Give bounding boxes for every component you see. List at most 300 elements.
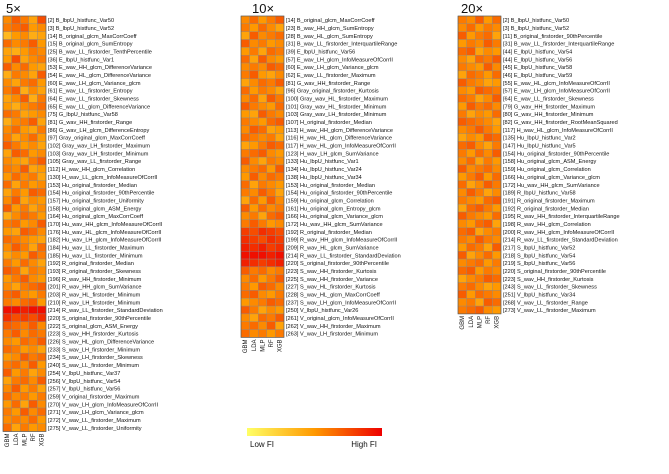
panel-3-cell <box>492 94 501 102</box>
panel-1-cell <box>29 369 38 377</box>
legend-color-bar <box>247 428 382 436</box>
panel-3-cell <box>475 306 484 314</box>
panel-2-cell <box>241 306 250 314</box>
panel-3-cell <box>458 24 467 32</box>
panel-1-cell <box>3 345 12 353</box>
panel-1-cell <box>37 212 46 220</box>
panel-2-cell <box>250 306 259 314</box>
panel-1-cell <box>29 392 38 400</box>
panel-2-cell <box>241 181 250 189</box>
panel-1-cell <box>12 353 21 361</box>
panel-2-feature-label: [159] Hu_original_glcm_Correlation <box>286 198 374 205</box>
panel-3-cell <box>467 71 476 79</box>
panel-1-cell <box>3 212 12 220</box>
panel-1-feature-label: [201] R_wav_HH_glcm_SumVariance <box>48 284 142 291</box>
panel-2-cell <box>250 322 259 330</box>
panel-1-feature-label: [184] Hu_wav_LL_firstorder_Maximum <box>48 245 145 252</box>
panel-1-cell <box>29 220 38 228</box>
panel-1-cell <box>37 337 46 345</box>
panel-3-cell <box>492 71 501 79</box>
panel-1-feature-label: [14] B_original_glcm_MaxCorrCoeff <box>48 33 137 40</box>
panel-3-cell <box>475 32 484 40</box>
panel-1-cell <box>20 322 29 330</box>
panel-1-cell <box>37 94 46 102</box>
panel-2-cell <box>241 47 250 55</box>
panel-1-cell <box>20 290 29 298</box>
panel-2-cell <box>275 126 284 134</box>
panel-3-cell <box>458 165 467 173</box>
panel-1-cell <box>20 157 29 165</box>
panel-3-feature-label: [46] E_lbpU_histfunc_Var59 <box>503 73 573 79</box>
panel-1-cell <box>37 79 46 87</box>
panel-1-cell <box>3 220 12 228</box>
panel-2-cell <box>258 165 267 173</box>
panel-3-cell <box>458 102 467 110</box>
panel-3-cell <box>484 149 493 157</box>
panel-3-cell <box>492 196 501 204</box>
panel-3-cell <box>475 126 484 134</box>
panel-3-cell <box>484 110 493 118</box>
panel-1-cell <box>12 134 21 142</box>
panel-1-cell <box>37 87 46 95</box>
panel-2-cell <box>250 141 259 149</box>
panel-1-cell <box>3 118 12 126</box>
panel-1-feature-label: [97] Gray_original_glcm_MaxCorrCoeff <box>48 135 145 142</box>
panel-2-cell <box>275 134 284 142</box>
panel-1-cell <box>12 63 21 71</box>
panel-2-feature-label: [39] E_lbpU_histfunc_Var56 <box>286 49 356 56</box>
panel-2-cell <box>241 134 250 142</box>
panel-2-cell <box>267 259 276 267</box>
panel-3-cell <box>458 16 467 24</box>
panel-1-cell <box>12 188 21 196</box>
panel-1-cell <box>37 165 46 173</box>
panel-3-cell <box>475 243 484 251</box>
panel-1-cell <box>37 416 46 424</box>
panel-1-cell <box>3 408 12 416</box>
panel-1-cell <box>29 204 38 212</box>
panel-3-cell <box>467 47 476 55</box>
panel-1-feature-label: [226] S_wav_HL_glcm_DifferenceVariance <box>48 339 155 346</box>
panel-1-feature-label: [271] V_wav_LH_glcm_Variance_glcm <box>48 410 144 417</box>
panel-3-cell <box>475 71 484 79</box>
panel-3-cell <box>458 275 467 283</box>
panel-1-cell <box>3 275 12 283</box>
panel-1-cell <box>20 369 29 377</box>
panel-3-cell <box>467 102 476 110</box>
panel-3-cell <box>467 188 476 196</box>
panel-3-cell <box>475 141 484 149</box>
legend-low-label: Low FI <box>250 440 275 449</box>
panel-1-cell <box>29 228 38 236</box>
panel-3-cell <box>475 102 484 110</box>
panel-3-cell <box>492 220 501 228</box>
panel-1-cell <box>3 290 12 298</box>
panel-3-cell <box>458 290 467 298</box>
panel-2-cell <box>275 330 284 338</box>
panel-2-cell <box>267 32 276 40</box>
panel-2-cell <box>275 306 284 314</box>
panel-1-cell <box>20 392 29 400</box>
panel-3-cell <box>458 87 467 95</box>
panel-2-cell <box>250 94 259 102</box>
panel-2-cell <box>267 47 276 55</box>
panel-1-cell <box>12 275 21 283</box>
panel-1-cell <box>20 236 29 244</box>
panel-1-cell <box>3 196 12 204</box>
panel-1-cell <box>12 228 21 236</box>
panel-2-cell <box>258 267 267 275</box>
panel-3-cell <box>458 149 467 157</box>
panel-2-feature-label: [23] B_wav_HH_glcm_SumEntropy <box>286 25 374 32</box>
panel-2-cell <box>258 283 267 291</box>
panel-3-feature-label: [268] V_wav_LL_firstorder_Range <box>503 300 588 307</box>
panel-2-cell <box>250 204 259 212</box>
panel-3-cell <box>475 16 484 24</box>
panel-3-cell <box>484 267 493 275</box>
panel-2-cell <box>275 118 284 126</box>
panel-1-cell <box>37 141 46 149</box>
panel-3-feature-label: [79] G_wav_HH_firstorder_Maximum <box>503 104 596 111</box>
panel-3-cell <box>484 141 493 149</box>
panel-1-feature-label: [2] B_lbpU_histfunc_Var50 <box>48 18 115 25</box>
panel-1-cell <box>20 40 29 48</box>
panel-1-cell <box>3 47 12 55</box>
panel-2-cell <box>275 228 284 236</box>
panel-2-model-label: LDA <box>251 339 258 352</box>
panel-1-cell <box>20 400 29 408</box>
panel-3-cell <box>467 63 476 71</box>
panel-1-cell <box>37 40 46 48</box>
panel-1-cell <box>37 330 46 338</box>
panel-2-cell <box>258 275 267 283</box>
panel-1-cell <box>29 188 38 196</box>
panel-2-cell <box>241 243 250 251</box>
panel-3-cell <box>492 181 501 189</box>
panel-1-cell <box>29 243 38 251</box>
panel-1-cell <box>20 32 29 40</box>
panel-1-cell <box>3 79 12 87</box>
panel-3-cell <box>484 55 493 63</box>
panel-2-cell <box>275 220 284 228</box>
panel-2-feature-label: [81] G_wav_HH_firstorder_Range <box>286 80 371 87</box>
panel-3-cell <box>484 181 493 189</box>
panel-1-cell <box>29 400 38 408</box>
panel-1-cell <box>20 384 29 392</box>
panel-3-cell <box>484 32 493 40</box>
panel-3-feature-label: [11] B_original_firstorder_90thPercentile <box>503 33 603 40</box>
panel-3-model-label: MLP <box>477 315 484 329</box>
panel-3-cell <box>484 259 493 267</box>
panel-3-cell <box>492 212 501 220</box>
panel-2-cell <box>258 94 267 102</box>
panel-3-cell <box>492 306 501 314</box>
panel-2-cell <box>275 16 284 24</box>
panel-3-cell <box>475 181 484 189</box>
panel-2-feature-label: [225] S_wav_HH_firstorder_Variance <box>286 276 378 283</box>
panel-2-cell <box>275 24 284 32</box>
panel-3-cell <box>484 40 493 48</box>
panel-1-feature-label: [112] H_wav_HH_glcm_Correlation <box>48 167 136 174</box>
panel-3-cell <box>458 228 467 236</box>
panel-3-feature-label: [154] Hu_original_firstorder_90thPercentile <box>503 151 610 158</box>
panel-2-cell <box>241 259 250 267</box>
panel-3-cell <box>467 236 476 244</box>
panel-1-cell <box>20 87 29 95</box>
panel-2-cell <box>241 55 250 63</box>
panel-1-cell <box>3 102 12 110</box>
panel-1-cell <box>29 165 38 173</box>
panel-2-cell <box>258 212 267 220</box>
panel-2-cell <box>267 196 276 204</box>
panel-1-cell <box>29 267 38 275</box>
panel-2-cell <box>258 228 267 236</box>
panel-2-cell <box>267 157 276 165</box>
panel-3-cell <box>467 196 476 204</box>
panel-1-cell <box>3 71 12 79</box>
panel-3-feature-label: [57] E_wav_LH_glcm_InfoMeasureOfCorrII <box>503 88 610 95</box>
panel-3-cell <box>492 275 501 283</box>
panel-1-cell <box>37 377 46 385</box>
panel-2-cell <box>258 71 267 79</box>
panel-2-cell <box>258 134 267 142</box>
panel-3-cell <box>475 196 484 204</box>
panel-1-cell <box>37 134 46 142</box>
panel-1-cell <box>37 220 46 228</box>
panel-2-cell <box>267 63 276 71</box>
panel-1-cell <box>3 228 12 236</box>
panel-2-cell <box>241 157 250 165</box>
panel-3-cell <box>467 141 476 149</box>
panel-1-cell <box>37 243 46 251</box>
panel-2-cell <box>241 236 250 244</box>
panel-1-feature-label: [164] Hu_original_glcm_MaxCorrCoeff <box>48 214 144 221</box>
panel-2-cell <box>275 275 284 283</box>
panel-2-cell <box>250 24 259 32</box>
panel-2-cell <box>241 165 250 173</box>
panel-1-feature-label: [275] V_wav_LL_firstorder_Uniformity <box>48 425 142 432</box>
panel-3-cell <box>475 212 484 220</box>
panel-3-feature-label: [214] R_wav_LL_firstorder_StandardDeviation <box>503 237 618 244</box>
panel-2-cell <box>267 290 276 298</box>
panel-3-cell <box>492 40 501 48</box>
panel-3-cell <box>492 63 501 71</box>
panel-1-cell <box>20 243 29 251</box>
panel-1-cell <box>20 102 29 110</box>
panel-1-cell <box>37 55 46 63</box>
panel-3-cell <box>467 204 476 212</box>
panel-2-cell <box>241 298 250 306</box>
panel-1-cell <box>12 102 21 110</box>
panel-1-cell <box>12 141 21 149</box>
panel-2-cell <box>258 63 267 71</box>
panel-2-cell <box>267 94 276 102</box>
panel-1-cell <box>37 361 46 369</box>
panel-2-feature-label: [123] H_wav_LH_glcm_SumVariance <box>286 151 379 158</box>
panel-3-cell <box>467 267 476 275</box>
panel-2-cell <box>258 181 267 189</box>
panel-3-cell <box>484 87 493 95</box>
panel-1-cell <box>3 259 12 267</box>
panel-2-cell <box>258 141 267 149</box>
panel-3-feature-label: [80] G_wav_HH_firstorder_Minimum <box>503 112 594 119</box>
panel-1-cell <box>37 267 46 275</box>
panel-1-cell <box>29 134 38 142</box>
panel-1-cell <box>29 408 38 416</box>
panel-2-feature-label: [154] Hu_original_firstorder_90thPercentile <box>286 190 393 197</box>
panel-2-cell <box>250 40 259 48</box>
panel-1-cell <box>29 251 38 259</box>
panel-1-cell <box>12 32 21 40</box>
panel-1-cell <box>29 424 38 432</box>
panel-2-cell <box>241 32 250 40</box>
panel-2-cell <box>258 87 267 95</box>
panel-1-feature-label: [257] V_lbpU_histfunc_Var56 <box>48 386 121 393</box>
panel-2-cell <box>250 259 259 267</box>
panel-1-feature-label: [103] Gray_wav_LH_firstorder_Minimum <box>48 151 149 158</box>
panel-1-cell <box>3 134 12 142</box>
panel-1-cell <box>29 16 38 24</box>
panel-1-cell <box>3 173 12 181</box>
panel-2-cell <box>258 236 267 244</box>
panel-1-cell <box>37 188 46 196</box>
panel-2-cell <box>275 212 284 220</box>
panel-2-cell <box>267 165 276 173</box>
panel-2-cell <box>267 188 276 196</box>
panel-3-feature-label: [55] E_wav_HL_glcm_InfoMeasureOfCorrII <box>503 80 610 87</box>
panel-2-feature-label: [57] E_wav_LH_glcm_InfoMeasureOfCorrII <box>286 57 393 64</box>
panel-3-cell <box>492 79 501 87</box>
panel-3-cell <box>475 94 484 102</box>
panel-3-feature-label: [166] Hu_original_glcm_Variance_glcm <box>503 174 600 181</box>
panel-2-cell <box>267 110 276 118</box>
panel-2-cell <box>241 118 250 126</box>
panel-3-cell <box>458 236 467 244</box>
panel-1-cell <box>20 275 29 283</box>
panel-1-feature-label: [86] G_wav_LH_glcm_DifferenceEntropy <box>48 127 150 134</box>
panel-3-feature-label: [251] V_lbpU_histfunc_Var34 <box>503 292 576 299</box>
panel-1-cell <box>20 63 29 71</box>
panel-2-cell <box>258 330 267 338</box>
panel-3-cell <box>475 173 484 181</box>
panel-3-feature-label: [273] V_wav_LL_firstorder_Maximum <box>503 308 596 315</box>
panel-1-feature-label: [222] S_original_glcm_ASM_Energy <box>48 323 138 330</box>
panel-1-feature-label: [233] S_wav_LH_firstorder_Minimum <box>48 347 141 354</box>
panel-3-feature-label: [117] H_wav_HL_glcm_InfoMeasureOfCorrII <box>503 127 613 134</box>
panel-1-cell <box>3 141 12 149</box>
panel-3-cell <box>484 220 493 228</box>
panel-1-cell <box>20 408 29 416</box>
panel-3-feature-label: [158] Hu_original_glcm_ASM_Energy <box>503 159 597 166</box>
panel-1-cell <box>29 298 38 306</box>
panel-1-cell <box>12 298 21 306</box>
panel-3-feature-label: [192] R_original_firstorder_Median <box>503 206 589 213</box>
panel-1-feature-label: [223] S_wav_HH_firstorder_Kurtosis <box>48 331 139 338</box>
panel-3-cell <box>458 267 467 275</box>
panel-3-cell <box>492 32 501 40</box>
panel-2-cell <box>250 47 259 55</box>
panel-1-cell <box>20 110 29 118</box>
panel-1-cell <box>37 384 46 392</box>
panel-2-cell <box>267 40 276 48</box>
panel-3-cell <box>475 87 484 95</box>
panel-1-cell <box>20 24 29 32</box>
panel-2-cell <box>267 173 276 181</box>
panel-2-cell <box>241 267 250 275</box>
panel-1-cell <box>37 275 46 283</box>
panel-1-cell <box>20 204 29 212</box>
panel-2-model-label: XGB <box>277 339 284 353</box>
panel-1-cell <box>12 94 21 102</box>
panel-1-cell <box>37 24 46 32</box>
panel-2-cell <box>258 157 267 165</box>
panel-3-cell <box>484 118 493 126</box>
panel-3-feature-label: [223] S_wav_HH_firstorder_Kurtosis <box>503 276 594 283</box>
panel-3-cell <box>484 126 493 134</box>
panel-2-feature-label: [261] V_original_glcm_InfoMeasureOfCorrII <box>286 316 394 323</box>
panel-2-cell <box>241 251 250 259</box>
panel-3-feature-label: [243] S_wav_LL_firstorder_Skewness <box>503 284 597 291</box>
panel-1-cell <box>29 259 38 267</box>
panel-3-cell <box>475 79 484 87</box>
panel-2-feature-label: [138] Hu_lbpU_histfunc_Var34 <box>286 174 362 181</box>
panel-2-cell <box>241 290 250 298</box>
panel-2-cell <box>241 87 250 95</box>
panel-3-cell <box>492 141 501 149</box>
panel-2-cell <box>267 236 276 244</box>
panel-1-cell <box>3 251 12 259</box>
panel-3-cell <box>458 196 467 204</box>
panel-3-cell <box>475 283 484 291</box>
panel-2-cell <box>275 79 284 87</box>
panel-2-cell <box>275 298 284 306</box>
panel-1-cell <box>12 259 21 267</box>
panel-1-cell <box>12 71 21 79</box>
panel-3-cell <box>467 149 476 157</box>
panel-2-cell <box>250 275 259 283</box>
panel-3-cell <box>467 181 476 189</box>
panel-3-cell <box>484 63 493 71</box>
panel-3-cell <box>475 165 484 173</box>
panel-1-cell <box>29 353 38 361</box>
panel-2-cell <box>275 47 284 55</box>
panel-1-cell <box>37 126 46 134</box>
panel-2-cell <box>275 267 284 275</box>
panel-1-cell <box>20 16 29 24</box>
panel-3-cell <box>475 267 484 275</box>
panel-1-cell <box>3 377 12 385</box>
panel-2-cell <box>250 110 259 118</box>
panel-2-cell <box>267 330 276 338</box>
panel-3-model-label: GBM <box>460 315 467 330</box>
panel-1-feature-label: [25] B_wav_LL_firstorder_TenthPercentile <box>48 49 152 56</box>
panel-1-feature-label: [61] E_wav_LL_firstorder_Entropy <box>48 88 133 95</box>
panel-3-feature-label: [218] S_lbpU_histfunc_Var54 <box>503 253 576 260</box>
panel-1-cell <box>20 220 29 228</box>
panel-2-cell <box>250 32 259 40</box>
panel-1-feature-label: [157] Hu_original_firstorder_Uniformity <box>48 198 144 205</box>
panel-3-cell <box>458 55 467 63</box>
panel-2-cell <box>250 63 259 71</box>
panel-1-cell <box>12 400 21 408</box>
panel-2-cell <box>250 79 259 87</box>
panel-1-feature-label: [234] S_wav_LH_firstorder_Skewness <box>48 355 143 362</box>
panel-2-cell <box>241 102 250 110</box>
panel-1-cell <box>12 369 21 377</box>
panel-2-cell <box>250 118 259 126</box>
panel-2-model-label: MLP <box>260 339 267 352</box>
panel-2-cell <box>258 173 267 181</box>
